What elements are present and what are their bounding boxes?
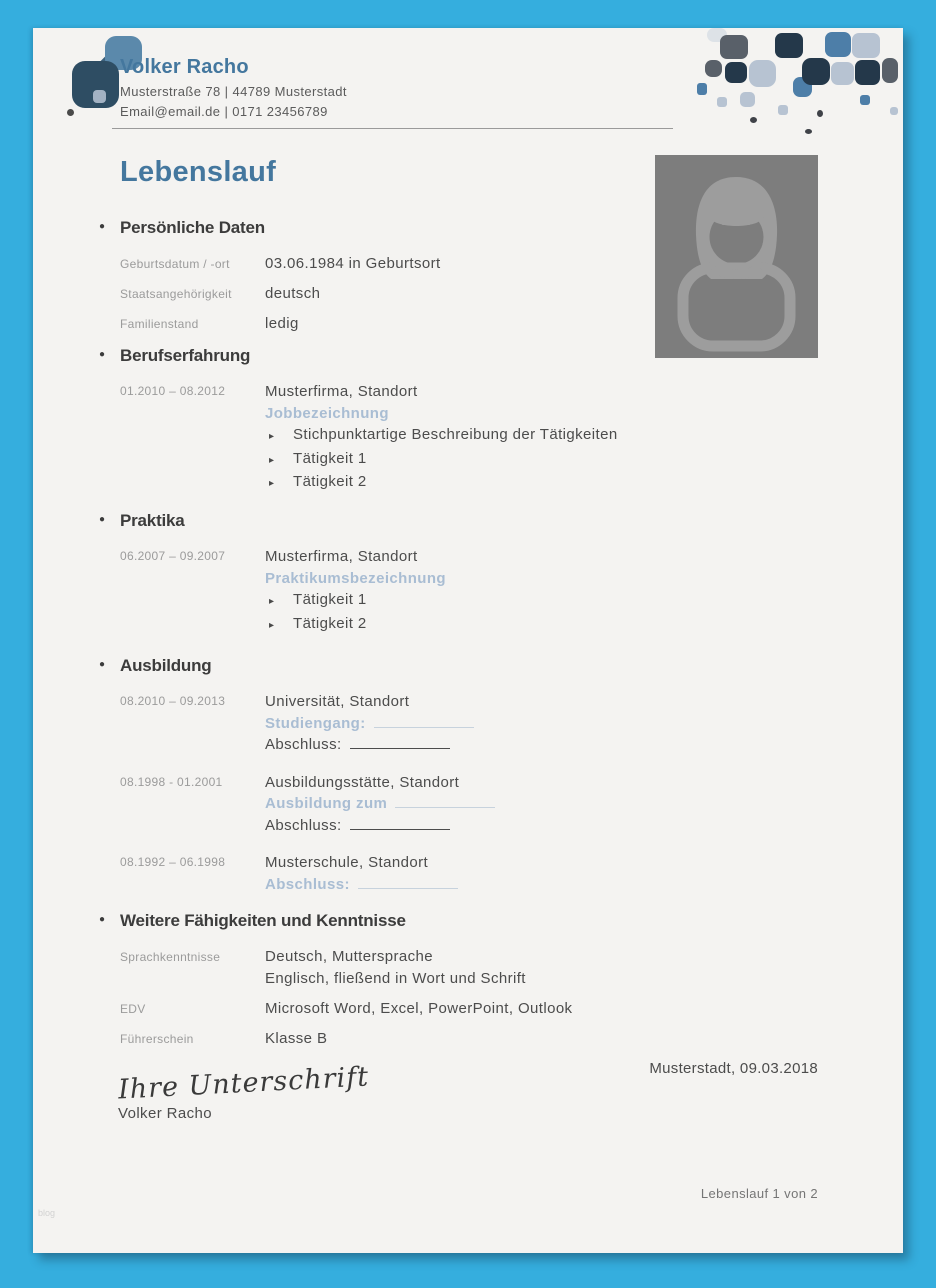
bullet-item: ▸ Tätigkeit 1 xyxy=(265,589,446,613)
signature-name: Volker Racho xyxy=(118,1105,213,1122)
mosaic-tile xyxy=(720,35,748,59)
section-heading: ● Persönliche Daten xyxy=(99,218,265,237)
entry-subject-label: Ausbildung zum xyxy=(265,795,388,812)
page-number: Lebenslauf 1 von 2 xyxy=(700,1186,818,1201)
mosaic-tile xyxy=(805,129,812,134)
row-value: Deutsch, Muttersprache xyxy=(265,948,434,965)
entry-degree-label: Abschluss: xyxy=(265,816,342,834)
mosaic-tile xyxy=(860,95,870,105)
entry-organisation: Ausbildungsstätte, Standort xyxy=(265,773,460,791)
data-row xyxy=(120,283,650,305)
logo-dot-tiny xyxy=(67,109,74,116)
mosaic-tile xyxy=(852,33,880,58)
entry-organisation: Musterschule, Standort xyxy=(265,854,429,871)
entry-organisation: Musterfirma, Standort xyxy=(265,548,418,565)
data-row xyxy=(120,253,650,275)
mosaic-tile xyxy=(697,83,707,95)
education-entry xyxy=(120,772,650,837)
row-value: Klasse B xyxy=(265,1030,328,1047)
mosaic-tile xyxy=(817,110,823,117)
arrow-bullet-icon: ▸ xyxy=(269,431,275,442)
section-bullet-icon: ● xyxy=(99,914,105,925)
section-experience xyxy=(99,346,650,511)
mosaic-tile xyxy=(778,105,788,115)
data-row xyxy=(120,313,650,335)
page-title: Lebenslauf xyxy=(120,156,277,188)
education-entry xyxy=(120,852,650,895)
section-bullet-icon: ● xyxy=(99,514,105,525)
row-label: Sprachkenntnisse xyxy=(120,950,221,964)
row-value: Microsoft Word, Excel, PowerPoint, Outlook xyxy=(265,1000,573,1017)
section-skills xyxy=(99,911,650,1058)
row-label: Geburtsdatum / -ort xyxy=(120,257,230,271)
entry-period: 01.2010 – 08.2012 xyxy=(120,384,226,398)
watermark: blog xyxy=(38,1208,56,1218)
experience-entry xyxy=(120,381,650,495)
row-value: deutsch xyxy=(265,285,321,302)
logo-dot-small xyxy=(93,90,106,103)
photo-placeholder xyxy=(655,155,818,358)
mosaic-tile xyxy=(750,117,757,123)
resume-page xyxy=(33,28,903,1253)
row-label: Familienstand xyxy=(120,317,199,331)
arrow-bullet-icon: ▸ xyxy=(269,596,275,607)
entry-degree-label: Abschluss: xyxy=(265,736,342,753)
entry-period: 08.1992 – 06.1998 xyxy=(120,855,226,869)
mosaic-tile xyxy=(890,107,898,115)
mosaic-tile xyxy=(705,60,722,77)
entry-subject-label: Studiengang: xyxy=(265,714,366,732)
data-row xyxy=(120,946,650,968)
data-row xyxy=(120,998,650,1020)
data-row xyxy=(120,968,650,990)
section-heading: ● Berufserfahrung xyxy=(99,346,251,365)
section-heading: ● Ausbildung xyxy=(99,656,212,675)
section-internships xyxy=(99,511,650,652)
entry-period: 08.2010 – 09.2013 xyxy=(120,694,226,708)
arrow-bullet-icon: ▸ xyxy=(269,619,275,631)
section-bullet-icon: ● xyxy=(99,221,105,232)
entry-role: Jobbezeichnung xyxy=(265,404,389,422)
section-bullet-icon: ● xyxy=(99,659,105,670)
mosaic-tile xyxy=(775,33,803,58)
entry-role: Praktikumsbezeichnung xyxy=(265,569,446,587)
row-value: Englisch, fließend in Wort und Schrift xyxy=(265,970,526,987)
fill-in-blank xyxy=(358,888,458,889)
bullet-item: ▸ Tätigkeit 1 xyxy=(265,448,618,472)
section-heading: ● Praktika xyxy=(99,511,185,530)
place-date: Musterstadt, 09.03.2018 xyxy=(649,1060,818,1077)
fill-in-blank xyxy=(374,727,474,728)
section-heading: ● Weitere Fähigkeiten und Kenntnisse xyxy=(99,911,406,930)
arrow-bullet-icon: ▸ xyxy=(269,478,275,489)
bullet-item: ▸ Tätigkeit 2 xyxy=(265,471,618,495)
data-row xyxy=(120,1028,650,1050)
mosaic-tile xyxy=(825,32,851,57)
mosaic-tile xyxy=(855,60,880,85)
row-value: ledig xyxy=(265,315,299,332)
contact-line: Email@email.de | 0171 23456789 xyxy=(120,104,328,119)
section-education xyxy=(99,656,650,911)
handwritten-signature: Ihre Unterschrift xyxy=(117,1061,370,1106)
person-silhouette-icon xyxy=(655,155,818,358)
mosaic-tile xyxy=(802,58,830,85)
entry-degree-label: Abschluss: xyxy=(265,875,350,893)
header xyxy=(120,56,347,119)
row-label: EDV xyxy=(120,1002,146,1016)
mosaic-tile xyxy=(725,62,747,83)
mosaic-tile xyxy=(749,60,776,87)
mosaic-tile xyxy=(882,58,898,83)
bullet-item: ▸ Stichpunktartige Beschreibung der Tätigkeiten xyxy=(265,424,618,448)
address-line: Musterstraße 78 | 44789 Musterstadt xyxy=(120,84,347,99)
row-label: Staatsangehörigkeit xyxy=(120,287,232,301)
internship-entry xyxy=(120,546,650,636)
mosaic-tile xyxy=(717,97,727,107)
signature-block xyxy=(117,1061,370,1122)
section-personal xyxy=(99,218,650,343)
section-bullet-icon: ● xyxy=(99,349,105,360)
arrow-bullet-icon: ▸ xyxy=(269,454,275,466)
entry-organisation: Musterfirma, Standort xyxy=(265,383,418,400)
entry-period: 06.2007 – 09.2007 xyxy=(120,549,226,563)
mosaic-tile xyxy=(740,92,755,107)
fill-in-blank xyxy=(350,748,450,749)
education-entry xyxy=(120,691,650,756)
mosaic-tile xyxy=(831,62,854,85)
entry-period: 08.1998 - 01.2001 xyxy=(120,774,223,789)
header-divider xyxy=(112,128,673,129)
fill-in-blank xyxy=(350,829,450,830)
row-value: 03.06.1984 in Geburtsort xyxy=(265,255,441,272)
bullet-item: ▸ Tätigkeit 2 xyxy=(265,613,446,637)
fill-in-blank xyxy=(395,807,495,808)
row-label: Führerschein xyxy=(120,1032,194,1046)
entry-organisation: Universität, Standort xyxy=(265,693,410,710)
person-name: Volker Racho xyxy=(120,56,249,78)
